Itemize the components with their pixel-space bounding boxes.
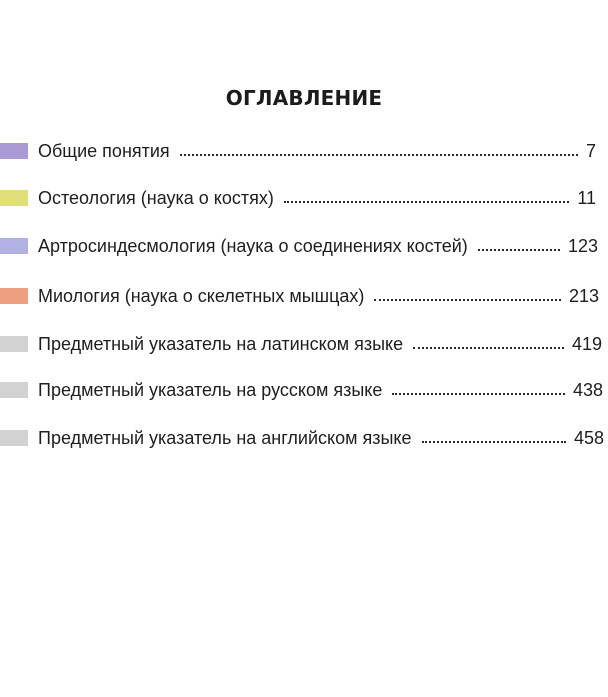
toc-entry-title: Общие понятия: [38, 140, 170, 161]
section-color-bar: [0, 430, 28, 446]
toc-entry-page: 458: [573, 427, 604, 448]
toc-entry-page: 419: [571, 333, 602, 354]
toc-entry-english-index[interactable]: [0, 425, 604, 451]
dot-leader: [392, 393, 565, 395]
toc-entry-title: Артросиндесмология (наука о соединениях костей): [38, 235, 468, 256]
section-color-bar: [0, 143, 28, 159]
toc-entry-latin-index[interactable]: [0, 331, 602, 357]
toc-entry-osteology[interactable]: [0, 185, 596, 211]
section-color-bar: [0, 190, 28, 206]
toc-entry-title: Предметный указатель на латинском языке: [38, 333, 404, 354]
dot-leader: [413, 347, 564, 349]
toc-entry-page: 123: [567, 235, 598, 256]
section-color-bar: [0, 336, 28, 352]
toc-entry-page: 213: [568, 285, 599, 306]
toc-entry-title: Предметный указатель на английском языке: [38, 427, 412, 448]
toc-entry-page: 11: [577, 187, 596, 208]
toc-entry-russian-index[interactable]: [0, 377, 603, 403]
dot-leader: [284, 201, 569, 203]
toc-heading: ОГЛАВЛЕНИЕ: [225, 86, 383, 110]
toc-entry-title: Предметный указатель на русском языке: [38, 379, 383, 400]
toc-entry-myology[interactable]: [0, 283, 599, 309]
dot-leader: [180, 154, 578, 156]
toc-entry-page: 438: [572, 379, 603, 400]
toc-entry-arthrosyndesmology[interactable]: [0, 233, 598, 259]
dot-leader: [374, 299, 561, 301]
dot-leader: [478, 249, 560, 251]
toc-entry-general-concepts[interactable]: [0, 138, 596, 164]
section-color-bar: [0, 382, 28, 398]
toc-entry-title: Миология (наука о скелетных мышцах): [38, 285, 365, 306]
dot-leader: [422, 441, 566, 443]
toc-entry-page: 7: [585, 140, 596, 161]
section-color-bar: [0, 288, 28, 304]
section-color-bar: [0, 238, 28, 254]
toc-entry-title: Остеология (наука о костях): [38, 187, 274, 208]
